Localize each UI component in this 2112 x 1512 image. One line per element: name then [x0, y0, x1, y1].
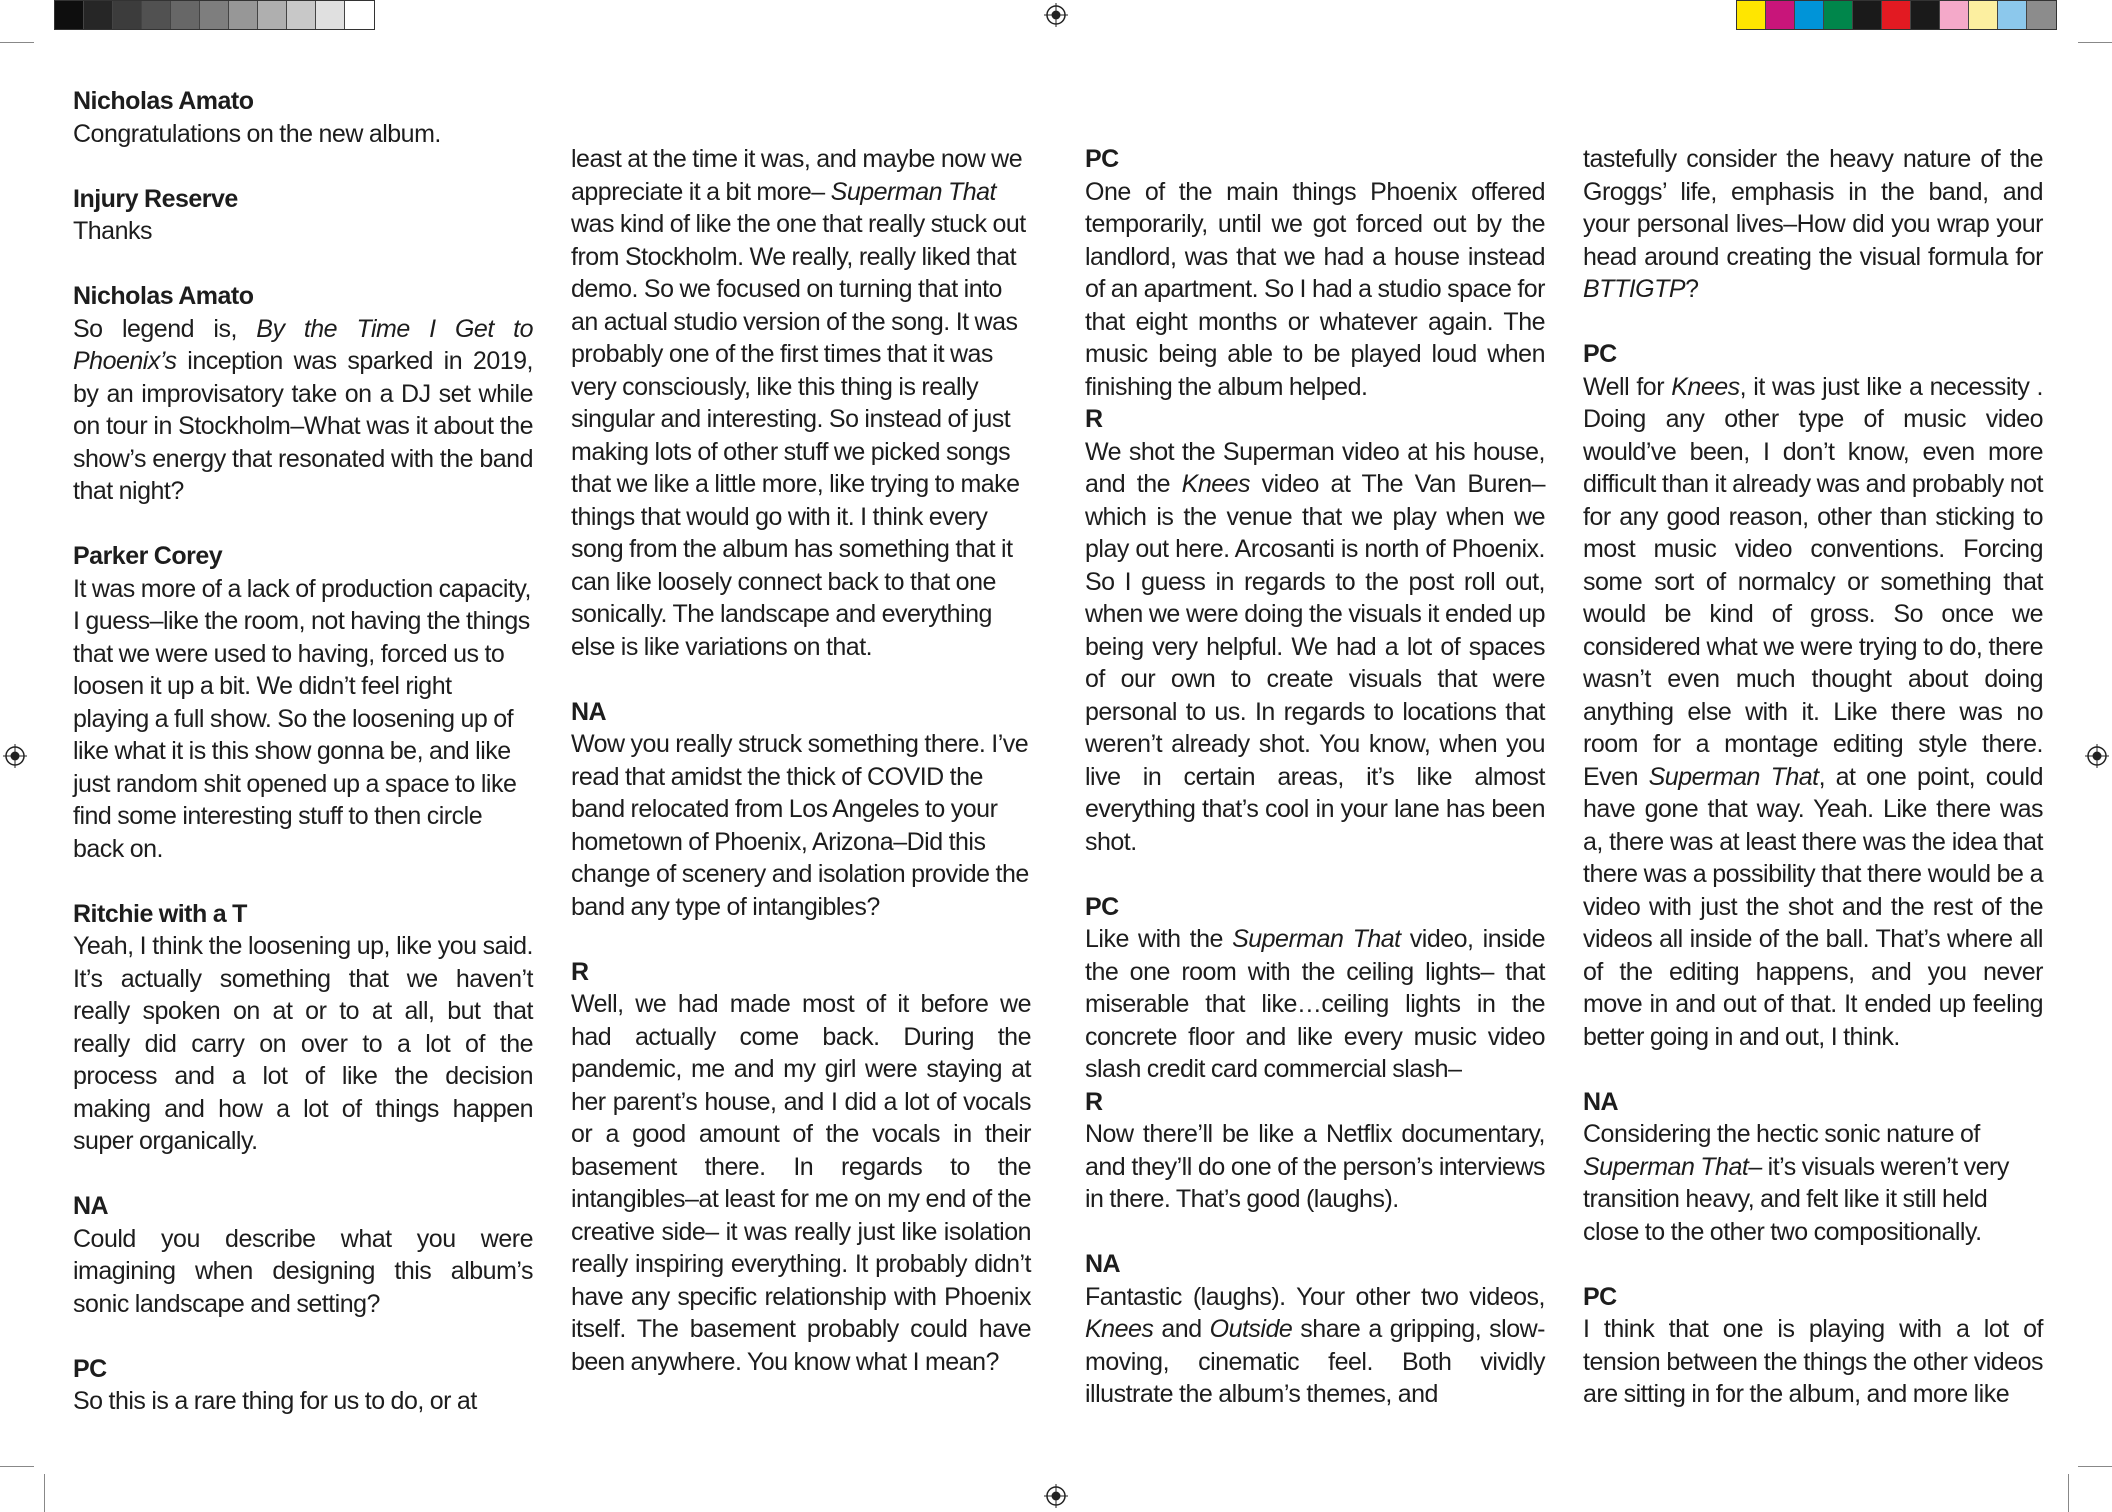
crop-mark — [0, 1466, 34, 1467]
text-segment: I think that one is playing with a lot of tension between the things the other videos are sitting in for the album, and more like — [1583, 1315, 2043, 1408]
paragraph-spacer — [1583, 1053, 2043, 1086]
text-segment: , it was just like a necessity . Doing any other type of music video would’ve been, I don’t know, even more difficult than it already was and probably not for any good reason, other than sticking to most music video conventions. Forcing some sort of normalcy or something that would be kind of gross. So once we considered what we were trying to do, there wasn’t even much thought about doing anything else with it. Like there was no room for a montage editing style there. Even — [1583, 372, 2043, 791]
registration-mark-top-icon — [1044, 3, 1068, 27]
gray-swatch — [113, 1, 142, 29]
paragraph-spacer — [73, 248, 533, 281]
paragraph-spacer — [1085, 1216, 1545, 1249]
interview-paragraph — [1085, 923, 1545, 1086]
speaker-name: PC — [1583, 1282, 1617, 1311]
speaker-name: R — [1085, 405, 1103, 433]
gray-swatch — [345, 1, 374, 29]
speaker-name: R — [571, 957, 589, 986]
registration-mark-right-icon — [2085, 744, 2109, 768]
text-segment: Fantastic (laughs). Your other two videos, — [1085, 1282, 1545, 1311]
italic-title: Knees — [1085, 1315, 1154, 1343]
registration-mark-left-icon — [3, 744, 27, 768]
article-column-2 — [571, 143, 1031, 1378]
crop-mark — [2078, 1466, 2112, 1467]
italic-title: Outside — [1209, 1315, 1293, 1343]
article-column-1 — [73, 85, 533, 1418]
color-swatch — [1737, 1, 1766, 29]
text-segment: , at one point, could have gone that way. Yeah. Like there was a, there was at least there was the idea that there was a possibility that there would be a video with just the shot and the rest of the videos all inside of the ball. That’s where all of the editing happens, and you never move in and out of that. It ended up feeling better going in and out, I think. — [1583, 762, 2043, 1051]
crop-mark — [44, 1474, 45, 1512]
interview-paragraph — [73, 1223, 533, 1321]
text-segment: video at The Van Buren–which is the venue that we play when we play out here. Arcosanti is north of Phoenix. So I guess in regards to the post roll out, when we were doing the visuals it ended up being very helpful. We had a lot of spaces of our own to create visuals that were personal to us. In regards to locations that weren’t already shot. You know, when you live in certain areas, it’s like almost everything that’s cool in your lane has been shot. — [1085, 470, 1545, 856]
crop-mark — [2078, 42, 2112, 43]
text-segment: So this is a rare thing for us to do, or at — [73, 1387, 477, 1415]
paragraph-spacer — [571, 663, 1031, 696]
text-segment: Thanks — [73, 217, 152, 245]
gray-swatch — [142, 1, 171, 29]
text-segment: So legend is, — [73, 314, 257, 343]
text-segment: Like with the — [1085, 925, 1233, 953]
color-calibration-bar — [1736, 0, 2057, 30]
color-swatch — [1766, 1, 1795, 29]
interview-paragraph — [571, 728, 1031, 923]
grayscale-calibration-bar — [54, 0, 375, 30]
text-segment: Congratulations on the new album. — [73, 119, 441, 148]
text-segment: Well for — [1583, 372, 1672, 401]
gray-swatch — [55, 1, 84, 29]
text-segment: inception was sparked in 2019, by an improvisatory take on a DJ set while on tour in Stockholm–What was it about the show’s energy that resonated with the band that night? — [73, 347, 533, 505]
color-swatch — [1911, 1, 1940, 29]
text-segment: and — [1153, 1315, 1210, 1343]
paragraph-spacer — [571, 923, 1031, 956]
crop-mark — [2068, 1474, 2069, 1512]
color-swatch — [1940, 1, 1969, 29]
italic-title: By the Time I Get to Phoenix’s — [73, 314, 533, 375]
speaker-name: Injury Reserve — [73, 184, 238, 213]
italic-title: Knees — [1181, 470, 1251, 498]
speaker-name: PC — [73, 1354, 107, 1383]
article-column-3 — [1085, 143, 1545, 1411]
interview-paragraph — [1085, 1118, 1545, 1216]
registration-mark-bottom-icon — [1044, 1484, 1068, 1508]
italic-title: Superman That — [1583, 1152, 1749, 1181]
interview-paragraph — [1583, 371, 2043, 1054]
paragraph-spacer — [73, 865, 533, 898]
speaker-name: NA — [571, 697, 607, 726]
paragraph-spacer — [1583, 306, 2043, 339]
text-segment: We shot the Superman video at his house, and the — [1085, 437, 1545, 498]
paragraph-spacer — [73, 1158, 533, 1191]
gray-swatch — [287, 1, 316, 29]
italic-title: Superman That — [830, 177, 996, 206]
text-segment: Well, we had made most of it before we had actually come back. During the pandemic, me and my girl were staying at her parent’s house, and I did a lot of vocals or a good amount of the vocals in their basement there. In regards to the intangibles–at least for me on my end of the creative side– it was really just like isolation really inspiring everything. It probably didn’t have any specific relationship with Phoenix itself. The basement probably could have been anywhere. You know what I mean? — [571, 990, 1031, 1376]
gray-swatch — [316, 1, 345, 29]
interview-paragraph — [571, 143, 1031, 663]
color-swatch — [1882, 1, 1911, 29]
paragraph-spacer — [1085, 858, 1545, 891]
text-segment: was kind of like the one that really stuck out from Stockholm. We really, really liked that demo. So we focused on turning that into an actual studio version of the song. It was probably one of the first times that it was very consciously, like this thing is really singular and interesting. So instead of just making lots of other stuff we picked songs that we like a little more, like trying to make things that would go with it. I think every song from the album has something that it can like loosely connect back to that one sonically. The landscape and everything else is like variations on that. — [571, 210, 1026, 661]
speaker-name: Parker Corey — [73, 542, 223, 570]
text-segment: Wow you really struck something there. I’ve read that amidst the thick of COVID the band relocated from Los Angeles to your hometown of Phoenix, Arizona–Did this change of scenery and isolation provide the band any type of intangibles? — [571, 730, 1029, 921]
interview-paragraph — [73, 1385, 533, 1418]
text-segment: It was more of a lack of production capacity, I guess–like the room, not having the things that we were used to having, forced us to loosen it up a bit. We didn’t feel right playing a full show. So the loosening up of like what it is this show gonna be, and like just random shit opened up a space to like find some interesting stuff to then circle back on. — [73, 574, 531, 863]
text-segment: video, inside the one room with the ceiling lights– that miserable that like…ceiling lights in the concrete floor and like every music video slash credit card commercial slash– — [1085, 925, 1545, 1083]
gray-swatch — [200, 1, 229, 29]
paragraph-spacer — [73, 508, 533, 541]
text-segment: Considering the hectic sonic nature of — [1583, 1120, 1980, 1148]
interview-paragraph — [73, 215, 533, 248]
color-swatch — [1795, 1, 1824, 29]
color-swatch — [1998, 1, 2027, 29]
color-swatch — [2027, 1, 2056, 29]
paragraph-spacer — [73, 1320, 533, 1353]
text-segment: least at the time it was, and maybe now we appreciate it a bit more– — [571, 145, 1023, 206]
italic-title: BTTIGTP — [1583, 275, 1686, 303]
speaker-name: NA — [1085, 1250, 1121, 1278]
gray-swatch — [229, 1, 258, 29]
text-segment: share a gripping, slow-moving, cinematic feel. Both vividly illustrate the album’s themes, and — [1085, 1315, 1545, 1408]
interview-paragraph — [1085, 176, 1545, 404]
interview-paragraph — [73, 930, 533, 1158]
gray-swatch — [84, 1, 113, 29]
text-segment: ? — [1685, 275, 1699, 303]
speaker-name: Nicholas Amato — [73, 87, 254, 115]
speaker-name: NA — [1583, 1087, 1619, 1116]
text-segment: Yeah, I think the loosening up, like you said. It’s actually something that we haven’t really spoken on at or to at all, but that really did carry on over to a lot of the process and a lot of like the decision making and how a lot of things happen super organically. — [73, 932, 533, 1155]
italic-title: Knees — [1671, 372, 1740, 401]
text-segment: tastefully consider the heavy nature of the Groggs’ life, emphasis in the band, and your personal lives–How did you wrap your head around creating the visual formula for — [1583, 145, 2043, 271]
speaker-name: PC — [1085, 892, 1119, 921]
interview-paragraph — [1583, 143, 2043, 306]
gray-swatch — [171, 1, 200, 29]
color-swatch — [1824, 1, 1853, 29]
interview-paragraph — [73, 118, 533, 151]
color-swatch — [1853, 1, 1882, 29]
interview-paragraph — [1085, 1281, 1545, 1411]
speaker-name: Nicholas Amato — [73, 282, 254, 310]
paragraph-spacer — [1583, 1248, 2043, 1281]
paragraph-spacer — [73, 150, 533, 183]
gray-swatch — [258, 1, 287, 29]
interview-paragraph — [73, 313, 533, 508]
speaker-name: Ritchie with a T — [73, 899, 247, 928]
italic-title: Superman That — [1648, 762, 1819, 791]
article-column-4 — [1583, 143, 2043, 1411]
text-segment: Now there’ll be like a Netflix documentary, and they’ll do one of the person’s interviews in there. That’s good (laughs). — [1085, 1120, 1545, 1213]
italic-title: Superman That — [1232, 925, 1401, 953]
speaker-name: PC — [1583, 340, 1617, 368]
interview-paragraph — [1085, 436, 1545, 859]
interview-paragraph — [73, 573, 533, 866]
crop-mark — [0, 42, 34, 43]
speaker-name: R — [1085, 1087, 1103, 1116]
interview-paragraph — [1583, 1118, 2043, 1248]
speaker-name: NA — [73, 1192, 109, 1220]
speaker-name: PC — [1085, 145, 1119, 173]
text-segment: Could you describe what you were imagining when designing this album’s sonic landscape and setting? — [73, 1224, 533, 1318]
color-swatch — [1969, 1, 1998, 29]
text-segment: – it’s visuals weren’t very transition heavy, and felt like it still held close to the other two compositionally. — [1583, 1152, 2009, 1246]
interview-paragraph — [571, 988, 1031, 1378]
interview-paragraph — [1583, 1313, 2043, 1411]
text-segment: One of the main things Phoenix offered temporarily, until we got forced out by the landlord, was that we had a house instead of an apartment. So I had a studio space for that eight months or whatever again. The music being able to be played loud when finishing the album helped. — [1085, 177, 1545, 401]
